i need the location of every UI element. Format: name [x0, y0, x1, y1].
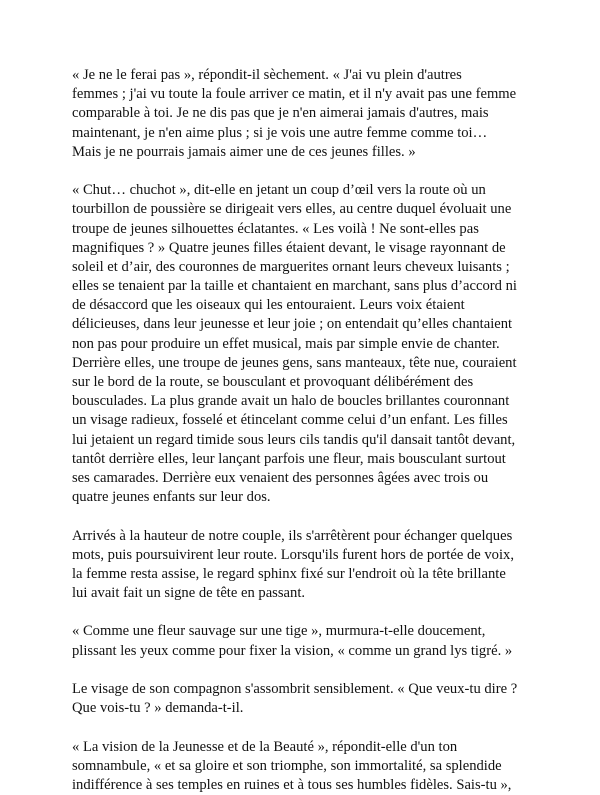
- text-line: maintenant, je n'en aime plus ; si je vois une autre femme comme toi…: [72, 124, 488, 141]
- text-line: elles se tenaient par la taille et chantaient en marchant, sans plus d’accord ni: [72, 278, 517, 295]
- text-line: Que vois-tu ? » demanda-t-il.: [72, 700, 244, 717]
- text-line: comparable à toi. Je ne dis pas que je n'en aimerai jamais d'autres, mais: [72, 105, 489, 122]
- text-line: Arrivés à la hauteur de notre couple, ils s'arrêtèrent pour échanger quelques: [72, 527, 513, 544]
- paragraph: [72, 181, 548, 507]
- text-line: magnifiques ? » Quatre jeunes filles étaient devant, le visage rayonnant de: [72, 239, 506, 256]
- document-body-text: [72, 66, 548, 795]
- text-line: « Je ne le ferai pas », répondit-il sèchement. « J'ai vu plein d'autres: [72, 67, 462, 83]
- paragraph: [72, 66, 548, 162]
- text-line: lui jetaient un regard timide sous leurs cils tandis qu'il dansait tantôt devant,: [72, 431, 516, 448]
- text-line: ses camarades. Derrière eux venaient des personnes âgées avec trois ou: [72, 469, 489, 486]
- paragraph: [72, 680, 548, 718]
- text-line: Derrière elles, une troupe de jeunes gens, sans manteaux, tête nue, couraient: [72, 354, 517, 371]
- text-line: soleil et d’air, des couronnes de marguerites ornant leurs cheveux luisants ;: [72, 258, 510, 275]
- text-line: « Chut… chuchot », dit-elle en jetant un coup d’œil vers la route où un: [72, 182, 486, 199]
- text-line: un visage radieux, fosselé et étincelant comme celui d’un enfant. Les filles: [72, 412, 508, 429]
- text-line: Le visage de son compagnon s'assombrit sensiblement. « Que veux-tu dire ?: [72, 681, 518, 697]
- text-line: délicieuses, dans leur jeunesse et leur joie ; on entendait qu’elles chantaient: [72, 316, 513, 333]
- text-line: femmes ; j'ai vu toute la foule arriver ce matin, et il n'y avait pas une femme: [72, 86, 517, 103]
- text-line: « La vision de la Jeunesse et de la Beauté », répondit-elle d'un ton: [72, 738, 458, 755]
- paragraph: [72, 738, 548, 795]
- text-line: Mais je ne pourrais jamais aimer une de ces jeunes filles. »: [72, 143, 416, 160]
- text-line: non pas pour produire un effet musical, mais par simple envie de chanter.: [72, 335, 500, 352]
- paragraph: [72, 527, 548, 604]
- text-line: de désaccord que les oiseaux qui les entouraient. Leurs voix étaient: [72, 297, 465, 314]
- text-line: troupe de jeunes silhouettes éclatantes. « Les voilà ! Ne sont-elles pas: [72, 220, 479, 237]
- text-line: quatre jeunes enfants sur leur dos.: [72, 489, 271, 506]
- text-line: la femme resta assise, le regard sphinx fixé sur l'endroit où la tête brillante: [72, 565, 506, 582]
- text-line: bousculades. La plus grande avait un halo de boucles brillantes couronnant: [72, 393, 510, 410]
- text-line: mots, puis poursuivirent leur route. Lorsqu'ils furent hors de portée de voix,: [72, 546, 514, 563]
- text-line: tourbillon de poussière se dirigeait vers elles, au centre duquel évoluait une: [72, 201, 512, 218]
- text-line: somnambule, « et sa gloire et son triomphe, son immortalité, sa splendide: [72, 757, 502, 774]
- text-line: tantôt derrière elles, leur lançant parfois une fleur, mais bousculant surtout: [72, 450, 506, 467]
- text-line: « Comme une fleur sauvage sur une tige », murmura-t-elle doucement,: [72, 623, 486, 640]
- text-line: plissant les yeux comme pour fixer la vision, « comme un grand lys tigré. »: [72, 642, 513, 659]
- text-line: lui avait fait un signe de tête en passant.: [72, 585, 306, 602]
- paragraph: [72, 622, 548, 660]
- text-line: indifférence à ses temples en ruines et à tous ses humbles fidèles. Sais-tu »,: [72, 776, 512, 793]
- text-line: sur le bord de la route, se bousculant et provoquant délibérément des: [72, 374, 474, 390]
